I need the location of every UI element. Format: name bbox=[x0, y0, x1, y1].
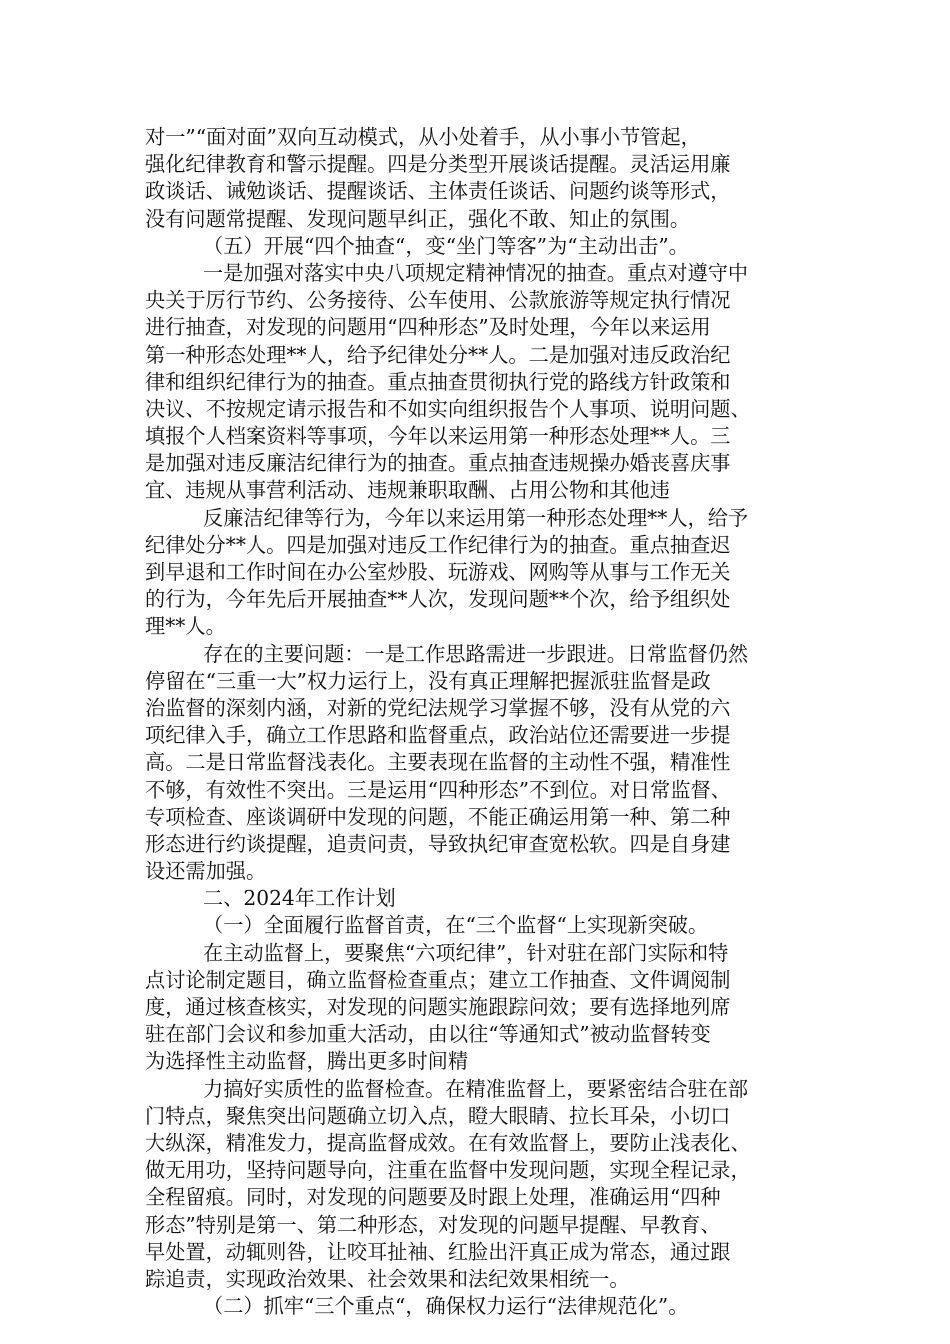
body-text bbox=[145, 124, 805, 1320]
text-line: 对一”“面对面”双向互动模式，从小处着手，从小事小节管起， bbox=[145, 125, 701, 149]
text-line: 踪追责，实现政治效果、社会效果和法纪效果相统一。 bbox=[145, 1266, 630, 1291]
text-line: 驻在部门会议和参加重大活动，由以往“等通知式”被动监督转变 bbox=[145, 1022, 711, 1047]
text-line: 力搞好实质性的监督检查。在精准监督上，要紧密结合驻在部 bbox=[203, 1076, 749, 1101]
text-line: （五）开展“四个抽查“，变“坐门等客”为“主动出击”。 bbox=[203, 233, 689, 258]
text-line: 第一种形态处理**人，给予纪律处分**人。二是加强对违反政治纪 bbox=[145, 342, 731, 367]
text-line: 纪律处分**人。四是加强对违反工作纪律行为的抽查。重点抽查迟 bbox=[145, 532, 731, 557]
text-line: 理**人。 bbox=[145, 614, 226, 639]
text-line: 没有问题常提醒、发现问题早纠正，强化不敢、知止的氛围。 bbox=[145, 206, 691, 231]
text-line: 填报个人档案资料等事项，今年以来运用第一种形态处理**人。三 bbox=[145, 424, 731, 449]
text-line: 早处置，动辄则咎，让咬耳扯袖、红脸出汗真正成为常态，通过跟 bbox=[145, 1239, 731, 1264]
text-line: 专项检查、座谈调研中发现的问题，不能正确运用第一种、第二种 bbox=[145, 804, 731, 829]
text-line: （一）全面履行监督首责，在“三个监督“上实现新突破。 bbox=[203, 913, 709, 938]
text-line: 存在的主要问题：一是工作思路需进一步跟进。日常监督仍然 bbox=[203, 641, 749, 666]
text-line: 进行抽查，对发现的问题用“四种形态”及时处理，今年以来运用 bbox=[145, 315, 711, 340]
text-line: 形态”特别是第一、第二种形态，对发现的问题早提醒、早教育、 bbox=[145, 1212, 721, 1237]
text-line: 高。二是日常监督浅表化。主要表现在监督的主动性不强，精准性 bbox=[145, 750, 731, 775]
text-line: 强化纪律教育和警示提醒。四是分类型开展谈话提醒。灵活运用廉 bbox=[145, 152, 731, 177]
text-line: 律和组织纪律行为的抽查。重点抽查贯彻执行党的路线方针政策和 bbox=[145, 369, 731, 394]
text-line: 不够，有效性不突出。三是运用“四种形态”不到位。对日常监督、 bbox=[145, 777, 731, 802]
text-line: 停留在“三重一大”权力运行上，没有真正理解把握派驻监督是政 bbox=[145, 668, 711, 693]
text-line: 大纵深，精准发力，提高监督成效。在有效监督上，要防止浅表化、 bbox=[145, 1130, 751, 1155]
text-line: 点讨论制定题目，确立监督检查重点；建立工作抽查、文件调阅制 bbox=[145, 967, 731, 992]
text-line: 治监督的深刻内涵，对新的党纪法规学习掌握不够，没有从党的六 bbox=[145, 695, 731, 720]
text-line: 是加强对违反廉洁纪律行为的抽查。重点抽查违规操办婚丧喜庆事 bbox=[145, 451, 731, 476]
text-line: 门特点，聚焦突出问题确立切入点，瞪大眼睛、拉长耳朵，小切口 bbox=[145, 1103, 731, 1128]
text-line: 宜、违规从事营利活动、违规兼职取酬、占用公物和其他违 bbox=[145, 478, 670, 503]
text-line: 设还需加强。 bbox=[145, 859, 267, 884]
text-line: 二、2024年工作计划 bbox=[203, 886, 396, 911]
text-line: 度，通过核查核实，对发现的问题实施跟踪问效；要有选择地列席 bbox=[145, 995, 731, 1019]
text-line: 做无用功，坚持问题导向，注重在监督中发现问题，实现全程记录， bbox=[145, 1158, 751, 1183]
text-line: 反廉洁纪律等行为，今年以来运用第一种形态处理**人，给予 bbox=[203, 505, 749, 530]
text-line: 形态进行约谈提醒，追责问责，导致执纪审查宽松软。四是自身建 bbox=[145, 831, 731, 856]
text-line: 的行为，今年先后开展抽查**人次，发现问题**个次，给予组织处 bbox=[145, 587, 731, 612]
text-line: 央关于厉行节约、公务接待、公车使用、公款旅游等规定执行情况 bbox=[145, 288, 731, 313]
text-line: 到早退和工作时间在办公室炒股、玩游戏、网购等从事与工作无关 bbox=[145, 560, 731, 584]
text-line: 政谈话、诫勉谈话、提醒谈话、主体责任谈话、问题约谈等形式， bbox=[145, 179, 731, 204]
text-line: 在主动监督上，要聚焦“六项纪律”，针对驻在部门实际和特 bbox=[203, 940, 729, 965]
text-line: 为选择性主动监督，腾出更多时间精 bbox=[145, 1049, 469, 1074]
text-line: 项纪律入手，确立工作思路和监督重点，政治站位还需要进一步提 bbox=[145, 723, 731, 748]
text-line: （二）抓牢“三个重点“，确保权力运行“法律规范化”。 bbox=[203, 1294, 689, 1319]
text-line: 决议、不按规定请示报告和不如实向组织报告个人事项、说明问题、 bbox=[145, 396, 751, 421]
text-line: 一是加强对落实中央八项规定精神情况的抽查。重点对遵守中 bbox=[203, 260, 749, 285]
text-line: 全程留痕。同时，对发现的问题要及时跟上处理，准确运用“四种 bbox=[145, 1185, 721, 1210]
